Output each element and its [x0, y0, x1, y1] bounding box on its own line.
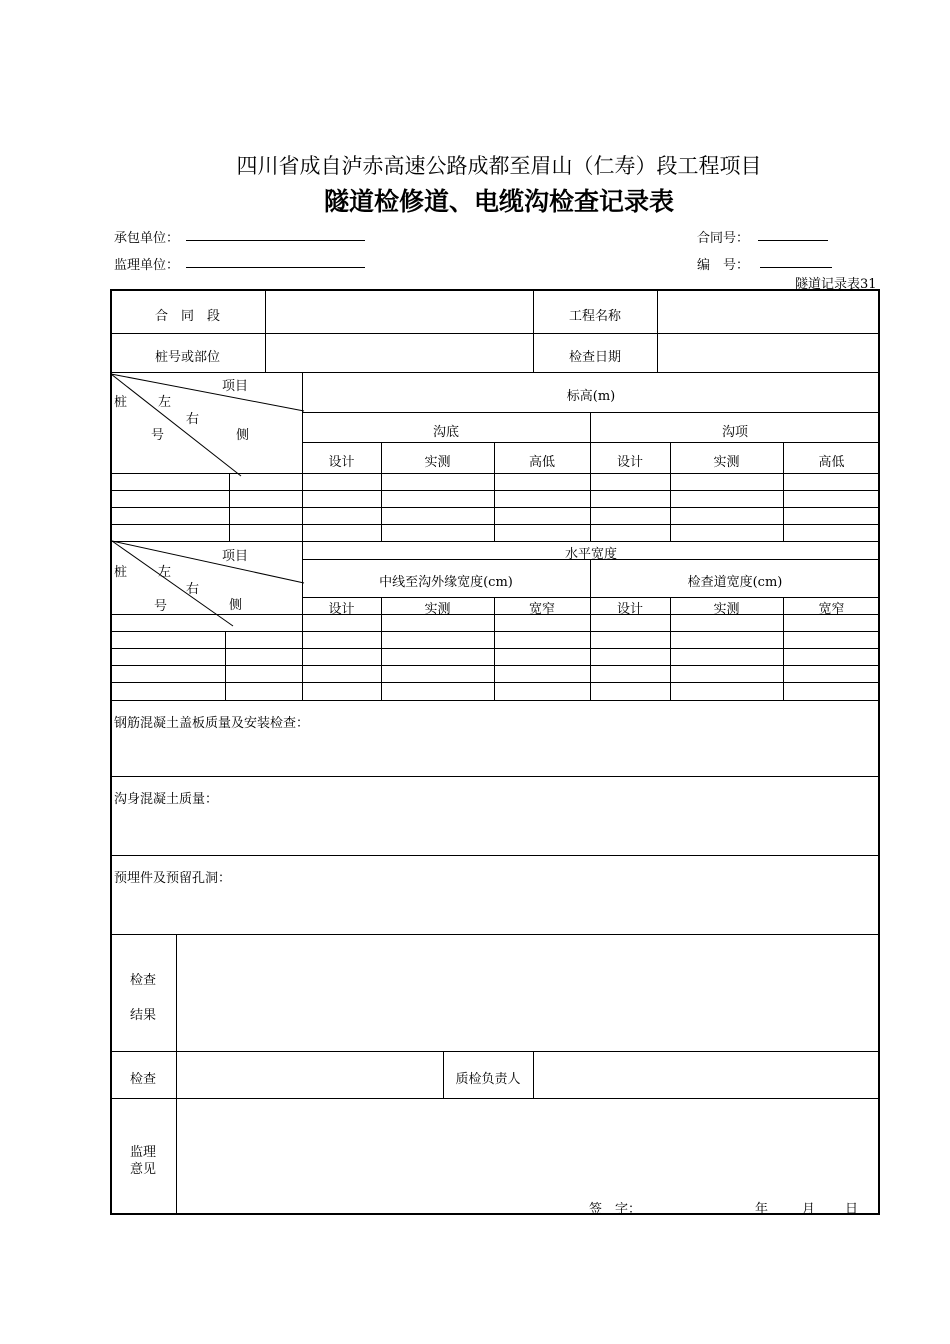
col-divider [176, 934, 177, 1214]
corner-hao: 号 [151, 428, 165, 443]
corner-left: 左 [158, 565, 172, 580]
col-header: 高低 [528, 455, 555, 470]
year-label: 年 [755, 1202, 769, 1217]
diagonal-line [111, 374, 304, 411]
corner-side: 侧 [229, 598, 243, 613]
col-header: 设计 [616, 455, 643, 470]
col-header: 设计 [328, 602, 355, 617]
project-title: 四川省成自泸赤高速公路成都至眉山（仁寿）段工程项目 [236, 154, 762, 178]
month-label: 月 [802, 1202, 816, 1217]
corner-left: 左 [158, 395, 172, 410]
corner-hao: 号 [154, 599, 168, 614]
form-code: 隧道记录表31 [795, 277, 877, 292]
contractor-label: 承包单位： [114, 231, 180, 246]
supervisor-label: 监理单位： [114, 258, 180, 273]
check-date-label: 检查日期 [568, 350, 621, 365]
channel-top-header: 沟项 [721, 425, 748, 440]
col-header: 宽窄 [528, 602, 555, 617]
result-label-a: 检查 [129, 973, 156, 988]
col-header: 宽窄 [818, 602, 845, 617]
corner-zhuang: 桩 [114, 395, 128, 410]
col-header: 实测 [424, 455, 451, 470]
row-divider [110, 934, 880, 935]
corner-item: 项目 [222, 379, 249, 394]
col-header: 设计 [616, 602, 643, 617]
col-header: 设计 [328, 455, 355, 470]
elevation-header: 标高(m) [566, 389, 616, 404]
walkway-width-header: 检查道宽度(cm) [687, 575, 783, 590]
centerline-width-header: 中线至沟外缘宽度(cm) [379, 575, 513, 590]
supervision-label-a: 监理 [129, 1145, 156, 1160]
row-divider [110, 1051, 880, 1052]
inspect-label: 检查 [129, 1072, 156, 1087]
contract-no-label: 合同号： [697, 231, 750, 246]
col-header: 高低 [818, 455, 845, 470]
supervision-label-b: 意见 [129, 1162, 156, 1177]
corner-item: 项目 [222, 549, 249, 564]
corner-right: 右 [186, 582, 200, 597]
row-divider [110, 855, 880, 856]
signature-label: 签 字： [589, 1202, 642, 1217]
col-header: 实测 [713, 602, 740, 617]
project-name-label: 工程名称 [568, 309, 621, 324]
col-header: 实测 [713, 455, 740, 470]
diagonal-line [112, 541, 304, 583]
corner-right: 右 [186, 412, 200, 427]
row-divider [110, 1098, 880, 1099]
channel-concrete-label: 沟身混凝土质量： [114, 792, 219, 807]
col-header: 实测 [424, 602, 451, 617]
cover-plate-label: 钢筋混凝土盖板质量及安装检查： [114, 716, 310, 731]
diagonal-line [111, 374, 241, 476]
width-header: 水平宽度 [564, 547, 617, 562]
corner-side: 侧 [236, 428, 250, 443]
day-label: 日 [845, 1202, 859, 1217]
serial-no-label: 编 号： [697, 258, 750, 273]
embedded-parts-label: 预埋件及预留孔洞： [114, 871, 232, 886]
qc-person-label: 质检负责人 [455, 1072, 521, 1087]
channel-bottom-header: 沟底 [432, 425, 459, 440]
corner-zhuang: 桩 [114, 565, 128, 580]
row-divider [110, 776, 880, 777]
result-label-b: 结果 [129, 1008, 156, 1023]
form-title: 隧道检修道、电缆沟检查记录表 [323, 187, 674, 216]
col-divider [533, 1051, 534, 1098]
station-label: 桩号或部位 [154, 350, 220, 365]
contract-section-label: 合 同 段 [154, 309, 220, 324]
